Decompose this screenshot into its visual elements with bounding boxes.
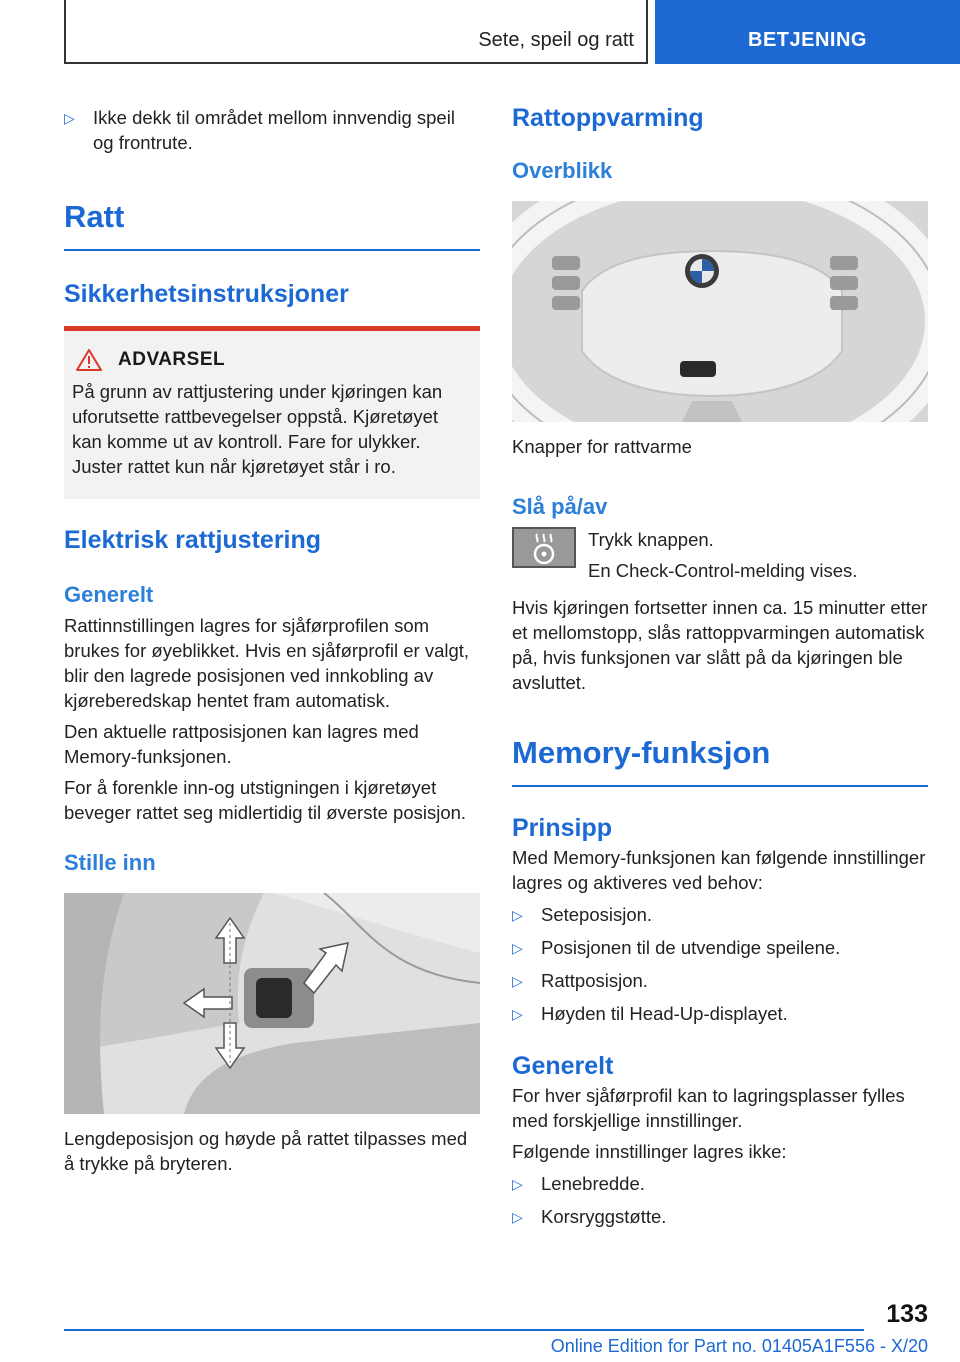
- heading-overblikk: Overblikk: [512, 158, 613, 183]
- warning-text: På grunn av rattjustering under kjøringen kan uforutsette rattbevegelser oppstå. Kjøretøyet kan komme ut av kontroll. Fare for ulykker. Juster rattet kun når kjøretøyet står i ro.: [72, 381, 443, 477]
- heading-rule: [512, 785, 928, 787]
- chapter-tab: [655, 0, 960, 64]
- step-row: [512, 527, 928, 583]
- steering-adjust-image: [64, 893, 480, 1114]
- steering-wheel-illustration: [512, 201, 928, 422]
- section-title: Sete, speil og ratt: [478, 29, 634, 51]
- chapter-title: BETJENING: [748, 29, 867, 51]
- warning-title: ADVARSEL: [118, 349, 226, 370]
- page-header: [64, 0, 960, 64]
- list-item: ▷ Lenebredde.: [512, 1171, 928, 1197]
- step-texts: [588, 527, 857, 583]
- paragraph: Rattinnstillingen lagres for sjåførprofilen som brukes for øyeblikket. Hvis en sjåførprofil er valgt, blir den lagrede posisjonen ved innkobling av kjøreberedskap hentet fram automatisk.: [64, 615, 470, 711]
- heated-wheel-button-icon: [512, 527, 576, 568]
- image-caption: Knapper for rattvarme: [512, 436, 692, 457]
- step-text: Trykk knappen.: [588, 529, 714, 550]
- paragraph: Følgende innstillinger lagres ikke:: [512, 1141, 787, 1162]
- bullet-triangle-icon: ▷: [512, 940, 523, 956]
- step-text: En Check-Control-melding vises.: [588, 560, 858, 581]
- list-item: ▷ Rattposisjon.: [512, 968, 928, 994]
- bullet-triangle-icon: ▷: [512, 1176, 523, 1192]
- heading-generelt: Generelt: [64, 582, 154, 607]
- right-column: [512, 100, 928, 1230]
- paragraph: For hver sjåførprofil kan to lagringsplasser fylles med forskjellige innstillinger.: [512, 1085, 905, 1131]
- heading-rule: [64, 249, 480, 251]
- edition-text: Online Edition for Part no. 01405A1F556 - X/20: [550, 1336, 928, 1356]
- paragraph: Hvis kjøringen fortsetter innen ca. 15 minutter etter et mellomstopp, slås rattoppvarmingen automatisk på, hvis funksjonen var slått på da kjøringen ble avsluttet.: [512, 597, 928, 693]
- page-number: 133: [886, 1300, 928, 1328]
- heading-generelt: Generelt: [512, 1052, 614, 1080]
- heading-electric: Elektrisk rattjustering: [64, 526, 322, 554]
- heading-ratt: Ratt: [64, 199, 125, 234]
- list-item: ▷ Høyden til Head-Up-displayet.: [512, 1001, 928, 1027]
- paragraph: Med Memory-funksjonen kan følgende innstillinger lagres og aktiveres ved behov:: [512, 847, 926, 893]
- bullet-triangle-icon: ▷: [64, 110, 75, 126]
- steering-wheel-image: [512, 201, 928, 422]
- list-item: ▷ Seteposisjon.: [512, 902, 928, 928]
- bullet-triangle-icon: ▷: [512, 907, 523, 923]
- paragraph: Den aktuelle rattposisjonen kan lagres med Memory-funksjonen.: [64, 721, 419, 767]
- heading-memory: Memory-funksjon: [512, 735, 771, 770]
- heading-onoff: Slå på/av: [512, 494, 608, 519]
- section-tab: [64, 0, 648, 64]
- left-column: [64, 100, 480, 1176]
- image-caption: Lengdeposisjon og høyde på rattet tilpasses med å trykke på bryteren.: [64, 1128, 468, 1174]
- not-saved-list: [512, 1171, 928, 1230]
- heading-safety: Sikkerhetsinstruksjoner: [64, 280, 349, 308]
- warning-box: [64, 326, 480, 499]
- warning-header: [72, 349, 472, 371]
- list-item: ▷ Posisjonen til de utvendige speilene.: [512, 935, 928, 961]
- bullet-triangle-icon: ▷: [512, 1209, 523, 1225]
- list-item: ▷ Korsryggstøtte.: [512, 1204, 928, 1230]
- footer-rule: [64, 1329, 864, 1331]
- heading-stille-inn: Stille inn: [64, 850, 156, 875]
- paragraph: For å forenkle inn-og utstigningen i kjøretøyet beveger rattet seg midlertidig til øverste posisjon.: [64, 777, 467, 823]
- list-item: ▷ Ikke dekk til området mellom innvendig speil og frontrute.: [64, 107, 455, 153]
- warning-icon: [76, 349, 102, 371]
- bullet-triangle-icon: ▷: [512, 973, 523, 989]
- bullet-triangle-icon: ▷: [512, 1006, 523, 1022]
- steering-switch-illustration: [64, 893, 480, 1114]
- heading-prinsipp: Prinsipp: [512, 814, 613, 842]
- memory-list: [512, 902, 928, 1027]
- heading-heating: Rattoppvarming: [512, 104, 704, 132]
